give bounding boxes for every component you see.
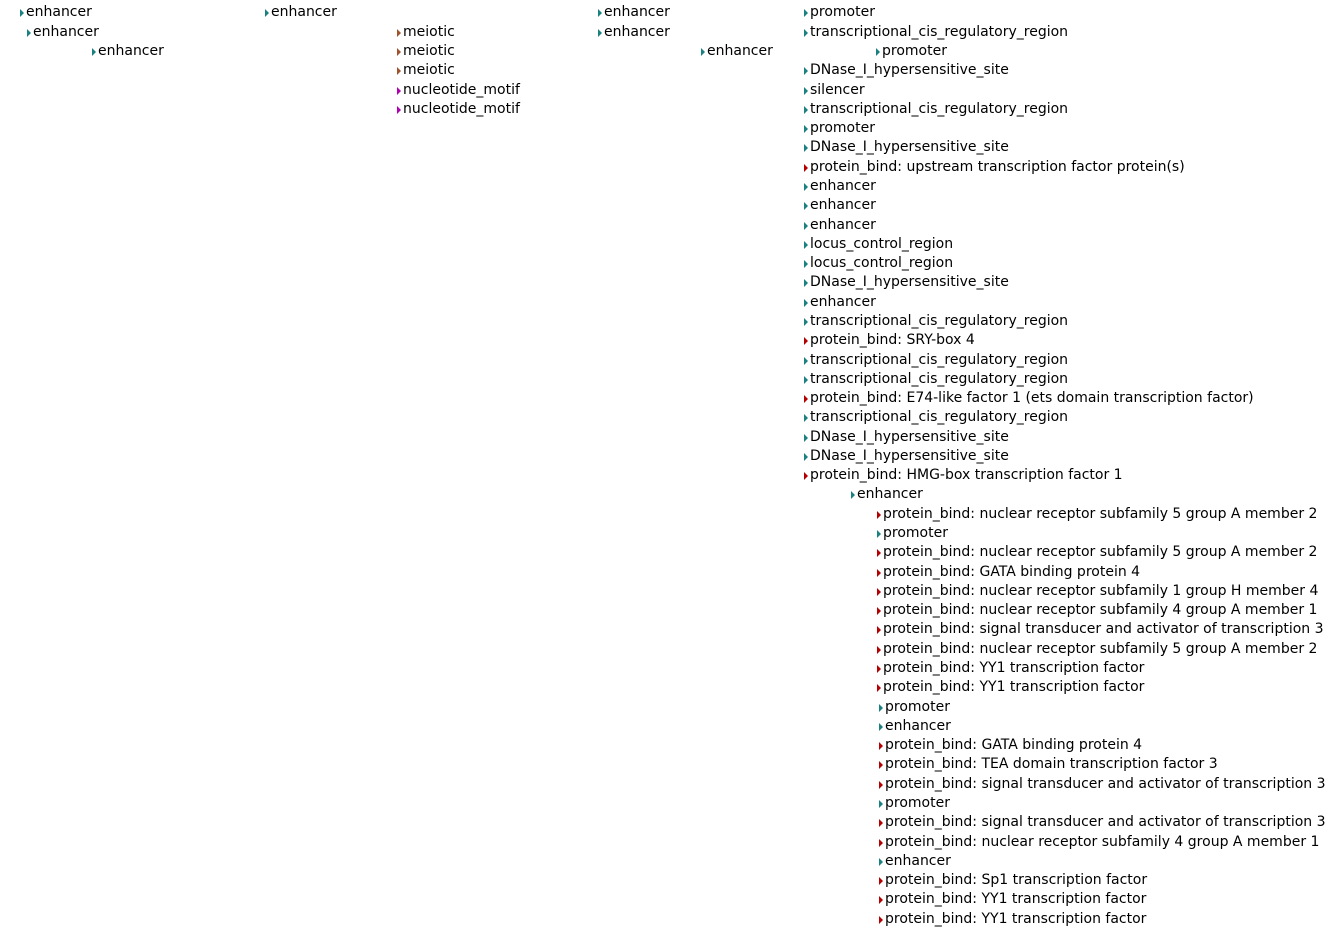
strand-arrow-icon: [804, 357, 808, 365]
strand-arrow-icon: [804, 260, 808, 268]
feature-label: enhancer: [885, 853, 951, 869]
feature-protein-bind-signal-transducer-and-activator-of-transcription-3[interactable]: [879, 775, 1326, 794]
strand-arrow-icon: [879, 742, 883, 750]
feature-label: transcriptional_cis_regulatory_region: [810, 371, 1069, 387]
feature-label: protein_bind: nuclear receptor subfamily 4 group A member 1: [885, 834, 1320, 850]
feature-enhancer[interactable]: [804, 293, 876, 312]
feature-label: DNase_I_hypersensitive_site: [810, 274, 1009, 290]
feature-silencer[interactable]: [804, 81, 865, 100]
strand-arrow-icon: [804, 434, 808, 442]
strand-arrow-icon: [397, 67, 401, 75]
feature-protein-bind-yy1-transcription-factor[interactable]: [879, 910, 1146, 929]
strand-arrow-icon: [877, 588, 881, 596]
feature-meiotic[interactable]: [397, 23, 455, 42]
feature-nucleotide-motif[interactable]: [397, 81, 520, 100]
strand-arrow-icon: [804, 164, 808, 172]
feature-transcriptional-cis-regulatory-region[interactable]: [804, 408, 1068, 427]
feature-label: protein_bind: E74-like factor 1 (ets domain transcription factor): [810, 390, 1254, 406]
strand-arrow-icon: [804, 337, 808, 345]
feature-label: enhancer: [810, 294, 876, 310]
feature-label: transcriptional_cis_regulatory_region: [810, 409, 1069, 425]
feature-enhancer[interactable]: [879, 852, 951, 871]
strand-arrow-icon: [804, 202, 808, 210]
feature-protein-bind-nuclear-receptor-subfamily-1-group-h-member-4[interactable]: [877, 582, 1319, 601]
feature-label: enhancer: [885, 718, 951, 734]
strand-arrow-icon: [92, 48, 96, 56]
feature-label: protein_bind: nuclear receptor subfamily 4 group A member 1: [883, 602, 1318, 618]
feature-label: enhancer: [98, 43, 164, 59]
strand-arrow-icon: [877, 607, 881, 615]
feature-transcriptional-cis-regulatory-region[interactable]: [804, 351, 1068, 370]
feature-protein-bind-sry-box-4[interactable]: [804, 331, 975, 350]
strand-arrow-icon: [27, 29, 31, 37]
feature-meiotic[interactable]: [397, 61, 455, 80]
strand-arrow-icon: [879, 916, 883, 924]
strand-arrow-icon: [877, 530, 881, 538]
feature-protein-bind-yy1-transcription-factor[interactable]: [877, 659, 1144, 678]
feature-label: protein_bind: HMG-box transcription factor 1: [810, 467, 1123, 483]
feature-label: enhancer: [810, 178, 876, 194]
feature-label: DNase_I_hypersensitive_site: [810, 139, 1009, 155]
strand-arrow-icon: [804, 67, 808, 75]
feature-protein-bind-signal-transducer-and-activator-of-transcription-3[interactable]: [877, 620, 1324, 639]
feature-enhancer[interactable]: [92, 42, 164, 61]
strand-arrow-icon: [804, 87, 808, 95]
feature-protein-bind-tea-domain-transcription-factor-3[interactable]: [879, 755, 1218, 774]
feature-meiotic[interactable]: [397, 42, 455, 61]
strand-arrow-icon: [701, 48, 705, 56]
strand-arrow-icon: [879, 723, 883, 731]
feature-label: promoter: [883, 525, 948, 541]
feature-dnase-i-hypersensitive-site[interactable]: [804, 447, 1009, 466]
strand-arrow-icon: [877, 684, 881, 692]
strand-arrow-icon: [851, 491, 855, 499]
feature-protein-bind-nuclear-receptor-subfamily-5-group-a-member-2[interactable]: [877, 505, 1318, 524]
feature-label: protein_bind: signal transducer and activator of transcription 3: [885, 776, 1326, 792]
feature-label: enhancer: [810, 217, 876, 233]
strand-arrow-icon: [804, 376, 808, 384]
feature-label: protein_bind: nuclear receptor subfamily 5 group A member 2: [883, 641, 1318, 657]
feature-protein-bind-upstream-transcription-factor-protein-s[interactable]: [804, 158, 1185, 177]
feature-enhancer[interactable]: [20, 3, 92, 22]
strand-arrow-icon: [879, 704, 883, 712]
strand-arrow-icon: [598, 9, 602, 17]
feature-protein-bind-gata-binding-protein-4[interactable]: [879, 736, 1142, 755]
feature-label: protein_bind: signal transducer and activator of transcription 3: [885, 814, 1326, 830]
feature-label: silencer: [810, 82, 865, 98]
feature-label: enhancer: [810, 197, 876, 213]
feature-label: locus_control_region: [810, 255, 954, 271]
strand-arrow-icon: [598, 29, 602, 37]
feature-locus-control-region[interactable]: [804, 254, 953, 273]
strand-arrow-icon: [397, 48, 401, 56]
strand-arrow-icon: [804, 106, 808, 114]
feature-label: enhancer: [604, 4, 670, 20]
strand-arrow-icon: [877, 665, 881, 673]
strand-arrow-icon: [879, 781, 883, 789]
feature-promoter[interactable]: [876, 42, 947, 61]
strand-arrow-icon: [804, 222, 808, 230]
strand-arrow-icon: [879, 896, 883, 904]
feature-label: nucleotide_motif: [403, 101, 520, 117]
strand-arrow-icon: [804, 472, 808, 480]
strand-arrow-icon: [877, 549, 881, 557]
feature-promoter[interactable]: [804, 3, 875, 22]
strand-arrow-icon: [397, 106, 401, 114]
feature-label: promoter: [882, 43, 947, 59]
feature-transcriptional-cis-regulatory-region[interactable]: [804, 312, 1068, 331]
strand-arrow-icon: [265, 9, 269, 17]
strand-arrow-icon: [804, 453, 808, 461]
feature-label: protein_bind: GATA binding protein 4: [885, 737, 1143, 753]
feature-enhancer[interactable]: [879, 717, 951, 736]
strand-arrow-icon: [804, 414, 808, 422]
feature-transcriptional-cis-regulatory-region[interactable]: [804, 370, 1068, 389]
feature-dnase-i-hypersensitive-site[interactable]: [804, 428, 1009, 447]
feature-label: enhancer: [707, 43, 773, 59]
feature-enhancer[interactable]: [598, 3, 670, 22]
strand-arrow-icon: [876, 48, 880, 56]
feature-label: protein_bind: nuclear receptor subfamily 1 group H member 4: [883, 583, 1319, 599]
feature-promoter[interactable]: [804, 119, 875, 138]
feature-enhancer[interactable]: [804, 196, 876, 215]
strand-arrow-icon: [804, 29, 808, 37]
strand-arrow-icon: [804, 299, 808, 307]
feature-promoter[interactable]: [877, 524, 948, 543]
feature-protein-bind-hmg-box-transcription-factor-1[interactable]: [804, 466, 1123, 485]
feature-label: locus_control_region: [810, 236, 954, 252]
strand-arrow-icon: [804, 395, 808, 403]
feature-protein-bind-nuclear-receptor-subfamily-4-group-a-member-1[interactable]: [877, 601, 1318, 620]
feature-label: protein_bind: YY1 transcription factor: [885, 911, 1147, 927]
feature-protein-bind-nuclear-receptor-subfamily-5-group-a-member-2[interactable]: [877, 640, 1318, 659]
feature-label: DNase_I_hypersensitive_site: [810, 448, 1009, 464]
strand-arrow-icon: [804, 241, 808, 249]
feature-label: transcriptional_cis_regulatory_region: [810, 352, 1069, 368]
feature-label: meiotic: [403, 62, 455, 78]
feature-label: transcriptional_cis_regulatory_region: [810, 24, 1069, 40]
feature-enhancer[interactable]: [598, 23, 670, 42]
feature-enhancer[interactable]: [804, 216, 876, 235]
feature-dnase-i-hypersensitive-site[interactable]: [804, 61, 1009, 80]
strand-arrow-icon: [877, 646, 881, 654]
strand-arrow-icon: [879, 877, 883, 885]
strand-arrow-icon: [877, 569, 881, 577]
feature-label: nucleotide_motif: [403, 82, 520, 98]
feature-label: promoter: [810, 4, 875, 20]
feature-enhancer[interactable]: [851, 485, 923, 504]
strand-arrow-icon: [804, 183, 808, 191]
feature-transcriptional-cis-regulatory-region[interactable]: [804, 100, 1068, 119]
feature-label: protein_bind: SRY-box 4: [810, 332, 975, 348]
feature-promoter[interactable]: [879, 794, 950, 813]
feature-protein-bind-gata-binding-protein-4[interactable]: [877, 563, 1140, 582]
feature-label: protein_bind: nuclear receptor subfamily 5 group A member 2: [883, 544, 1318, 560]
feature-protein-bind-signal-transducer-and-activator-of-transcription-3[interactable]: [879, 813, 1326, 832]
feature-transcriptional-cis-regulatory-region[interactable]: [804, 23, 1068, 42]
feature-label: enhancer: [271, 4, 337, 20]
feature-nucleotide-motif[interactable]: [397, 100, 520, 119]
feature-label: enhancer: [26, 4, 92, 20]
strand-arrow-icon: [804, 318, 808, 326]
feature-dnase-i-hypersensitive-site[interactable]: [804, 138, 1009, 157]
feature-label: protein_bind: YY1 transcription factor: [883, 660, 1145, 676]
strand-arrow-icon: [879, 839, 883, 847]
feature-label: promoter: [885, 699, 950, 715]
feature-promoter[interactable]: [879, 698, 950, 717]
feature-label: enhancer: [604, 24, 670, 40]
feature-label: protein_bind: signal transducer and activator of transcription 3: [883, 621, 1324, 637]
feature-label: promoter: [810, 120, 875, 136]
strand-arrow-icon: [879, 800, 883, 808]
feature-label: protein_bind: TEA domain transcription factor 3: [885, 756, 1218, 772]
feature-label: protein_bind: GATA binding protein 4: [883, 564, 1141, 580]
feature-enhancer[interactable]: [701, 42, 773, 61]
strand-arrow-icon: [879, 858, 883, 866]
strand-arrow-icon: [397, 87, 401, 95]
strand-arrow-icon: [877, 626, 881, 634]
feature-protein-bind-nuclear-receptor-subfamily-4-group-a-member-1[interactable]: [879, 833, 1320, 852]
strand-arrow-icon: [804, 125, 808, 133]
strand-arrow-icon: [804, 9, 808, 17]
feature-label: protein_bind: upstream transcription factor protein(s): [810, 159, 1185, 175]
feature-protein-bind-e74-like-factor-1-ets-domain-transcription-factor[interactable]: [804, 389, 1254, 408]
feature-label: DNase_I_hypersensitive_site: [810, 62, 1009, 78]
feature-label: transcriptional_cis_regulatory_region: [810, 101, 1069, 117]
strand-arrow-icon: [879, 819, 883, 827]
feature-label: DNase_I_hypersensitive_site: [810, 429, 1009, 445]
feature-protein-bind-sp1-transcription-factor[interactable]: [879, 871, 1147, 890]
strand-arrow-icon: [879, 761, 883, 769]
feature-locus-control-region[interactable]: [804, 235, 953, 254]
feature-label: promoter: [885, 795, 950, 811]
feature-enhancer[interactable]: [804, 177, 876, 196]
feature-dnase-i-hypersensitive-site[interactable]: [804, 273, 1009, 292]
strand-arrow-icon: [877, 511, 881, 519]
feature-enhancer[interactable]: [27, 23, 99, 42]
feature-label: protein_bind: Sp1 transcription factor: [885, 872, 1148, 888]
feature-label: protein_bind: YY1 transcription factor: [883, 679, 1145, 695]
feature-label: enhancer: [33, 24, 99, 40]
feature-label: protein_bind: nuclear receptor subfamily 5 group A member 2: [883, 506, 1318, 522]
feature-label: protein_bind: YY1 transcription factor: [885, 891, 1147, 907]
feature-label: meiotic: [403, 24, 455, 40]
strand-arrow-icon: [804, 144, 808, 152]
feature-label: enhancer: [857, 486, 923, 502]
strand-arrow-icon: [397, 29, 401, 37]
feature-enhancer[interactable]: [265, 3, 337, 22]
feature-protein-bind-yy1-transcription-factor[interactable]: [879, 890, 1146, 909]
feature-protein-bind-yy1-transcription-factor[interactable]: [877, 678, 1144, 697]
feature-protein-bind-nuclear-receptor-subfamily-5-group-a-member-2[interactable]: [877, 543, 1318, 562]
strand-arrow-icon: [20, 9, 24, 17]
feature-label: meiotic: [403, 43, 455, 59]
feature-label: transcriptional_cis_regulatory_region: [810, 313, 1069, 329]
strand-arrow-icon: [804, 279, 808, 287]
